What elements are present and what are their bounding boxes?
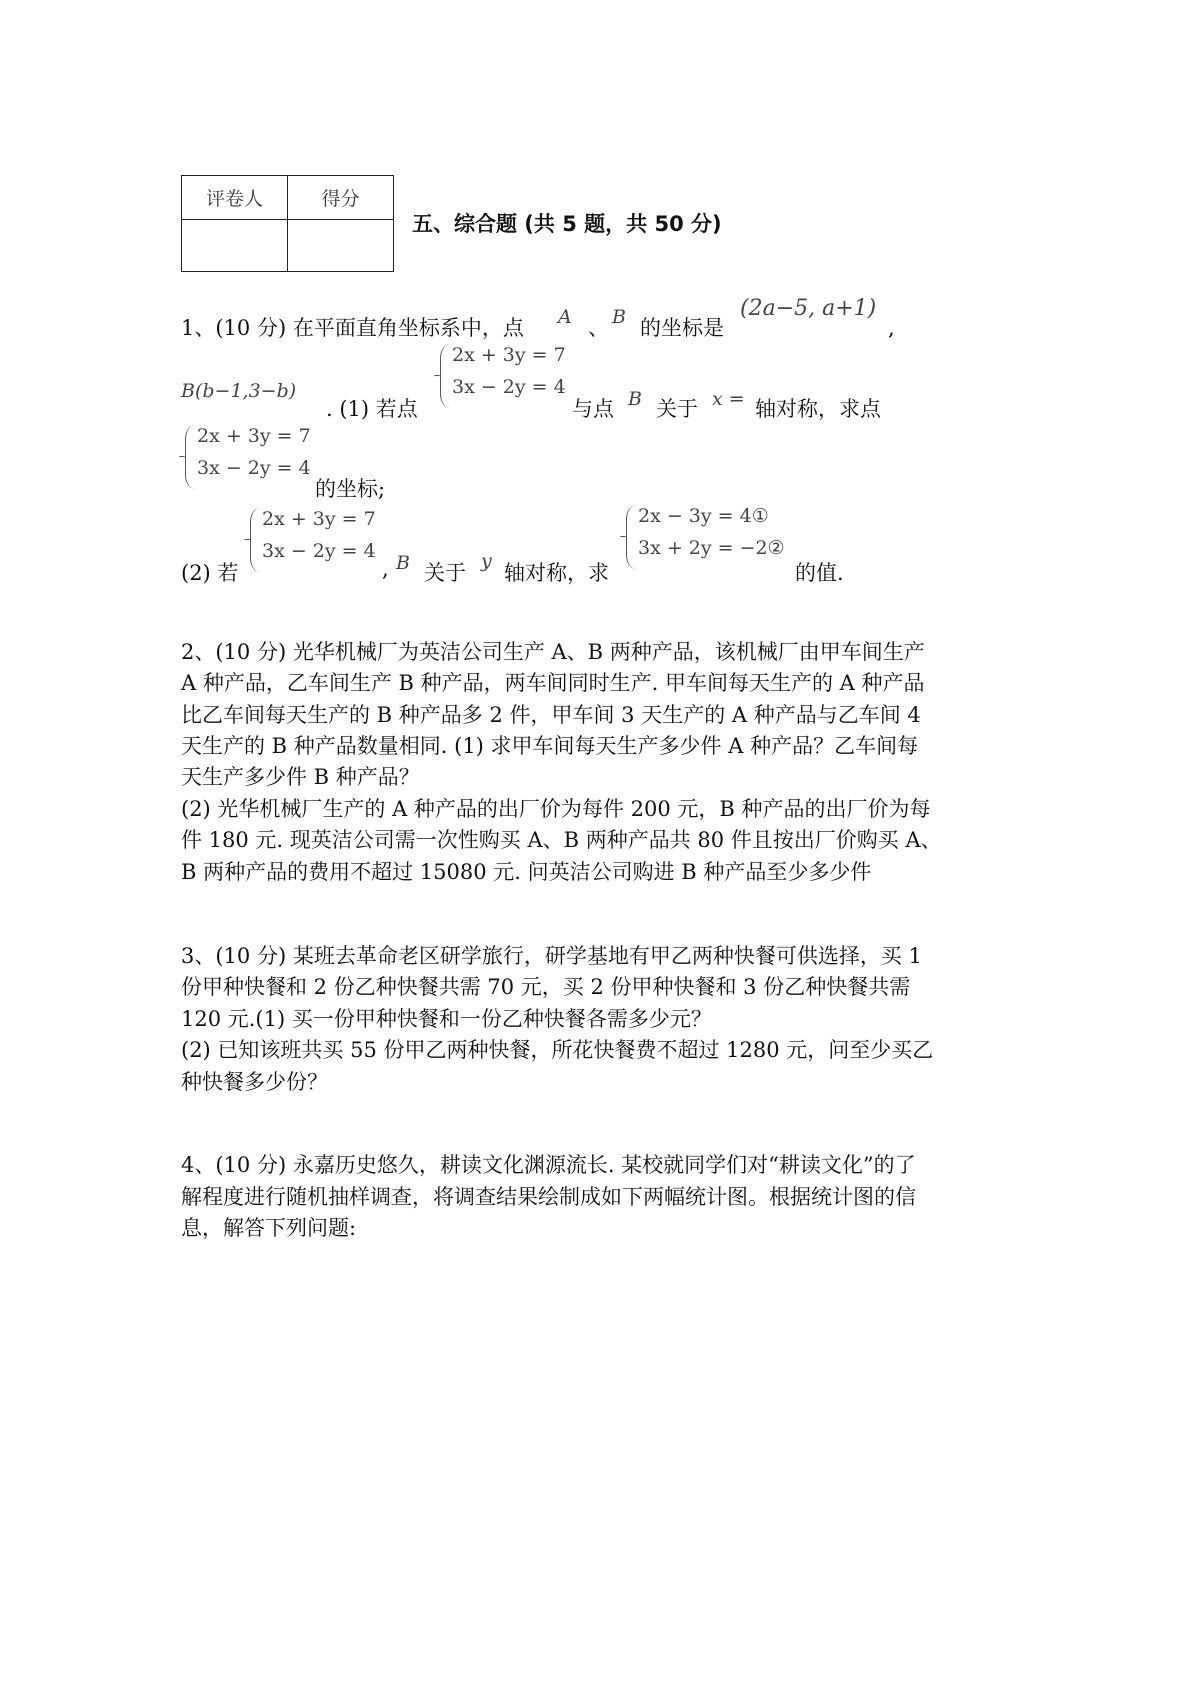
score-blank-cell: [288, 220, 394, 272]
q1-part1-a: . (1) 若点: [326, 397, 418, 421]
q3-line: (2) 已知该班共买 55 份甲乙两种快餐，所花快餐费不超过 1280 元，问至少买乙: [181, 1038, 934, 1062]
brace-icon: [626, 505, 636, 569]
q1-part2-c: 轴对称，求: [504, 561, 609, 585]
score-label: 得分: [288, 176, 394, 220]
q2-line: A 种产品，乙车间生产 B 种产品，两车间同时生产. 甲车间每天生产的 A 种产品: [181, 671, 925, 695]
q1-comma: ,: [888, 316, 895, 340]
q2-line: 比乙车间每天生产的 B 种产品多 2 件，甲车间 3 天生产的 A 种产品与乙车间 4: [181, 703, 921, 727]
q1-part2-b: 关于: [424, 561, 466, 585]
brace-icon: [440, 344, 450, 408]
q1-part1-x: x =: [712, 388, 745, 410]
grader-table: [181, 175, 394, 272]
q3-line: 120 元.(1) 买一份甲种快餐和一份乙种快餐各需多少元？: [181, 1007, 712, 1031]
grader-label: 评卷人: [182, 176, 288, 220]
q2-line: (2) 光华机械厂生产的 A 种产品的出厂价为每件 200 元，B 种产品的出厂价为每: [181, 797, 931, 821]
q1-sys2-eq1: 2x + 3y = 7: [197, 425, 311, 447]
q1-part1-point-b: B: [628, 388, 642, 410]
brace-icon: [250, 508, 260, 572]
q1-part2-comma: ,: [382, 557, 389, 581]
q2-line: 天生产多少件 B 种产品？: [181, 765, 420, 789]
q1-part1-b: 与点: [572, 397, 614, 421]
q1-equation-system-3: [250, 508, 380, 572]
q1-equation-system-4: [626, 505, 786, 569]
q1-sys4-eq2: 3x + 2y = −2②: [638, 537, 785, 559]
q1-equation-system-1: [440, 344, 570, 408]
q2-line: 件 180 元. 现英洁公司需一次性购买 A、B 两种产品共 80 件且按出厂价购买 A、: [181, 828, 942, 852]
q1-sys3-eq1: 2x + 3y = 7: [262, 508, 376, 530]
q4-line: 解程度进行随机抽样调查，将调查结果绘制成如下两幅统计图。根据统计图的信: [181, 1185, 916, 1209]
brace-icon: [185, 425, 195, 489]
q1-sys3-eq2: 3x − 2y = 4: [262, 540, 376, 562]
q3-line: 3、(10 分) 某班去革命老区研学旅行，研学基地有甲乙两种快餐可供选择，买 1: [181, 944, 922, 968]
q3-line: 份甲种快餐和 2 份乙种快餐共需 70 元，买 2 份甲种快餐和 3 份乙种快餐共需: [181, 975, 911, 999]
q1-part2-a: (2) 若: [181, 561, 239, 585]
grader-blank-cell: [182, 220, 288, 272]
q1-coord-text: 的坐标是: [640, 316, 724, 340]
q1-part1-e: 的坐标;: [315, 477, 386, 501]
q1-sys1-eq1: 2x + 3y = 7: [452, 344, 566, 366]
q4-line: 息，解答下列问题:: [181, 1216, 357, 1240]
q1-part2-d: 的值.: [795, 561, 844, 585]
q4-line: 4、(10 分) 永嘉历史悠久，耕读文化渊源流长. 某校就同学们对“耕读文化”的了: [181, 1153, 916, 1177]
q1-equation-system-2: [185, 425, 315, 489]
q2-line: 2、(10 分) 光华机械厂为英洁公司生产 A、B 两种产品，该机械厂由甲车间生产: [181, 640, 925, 664]
q1-point-b: B: [612, 306, 626, 328]
q2-line: 天生产的 B 种产品数量相同. (1) 求甲车间每天生产多少件 A 种产品？乙车间每: [181, 734, 919, 758]
q1-coord-a: (2a−5, a+1): [740, 296, 877, 321]
q1-part1-c: 关于: [656, 397, 698, 421]
q1-sys4-eq1: 2x − 3y = 4①: [638, 505, 769, 527]
q1-part1-d: 轴对称，求点: [755, 397, 881, 421]
q1-sys1-eq2: 3x − 2y = 4: [452, 376, 566, 398]
q1-part2-y: y: [481, 550, 492, 572]
q3-line: 种快餐多少份？: [181, 1070, 328, 1094]
q1-sys2-eq2: 3x − 2y = 4: [197, 457, 311, 479]
q2-line: B 两种产品的费用不超过 15080 元. 问英洁公司购进 B 种产品至少多少件: [181, 860, 872, 884]
q1-sep: 、: [588, 316, 609, 340]
q1-coord-b: B(b−1,3−b): [181, 380, 297, 402]
q1-point-a: A: [558, 306, 572, 328]
q1-intro: 1、(10 分) 在平面直角坐标系中，点: [181, 316, 524, 340]
q1-part2-point-b: B: [396, 552, 410, 574]
section-title: 五、综合题 (共 5 题，共 50 分): [412, 212, 722, 236]
